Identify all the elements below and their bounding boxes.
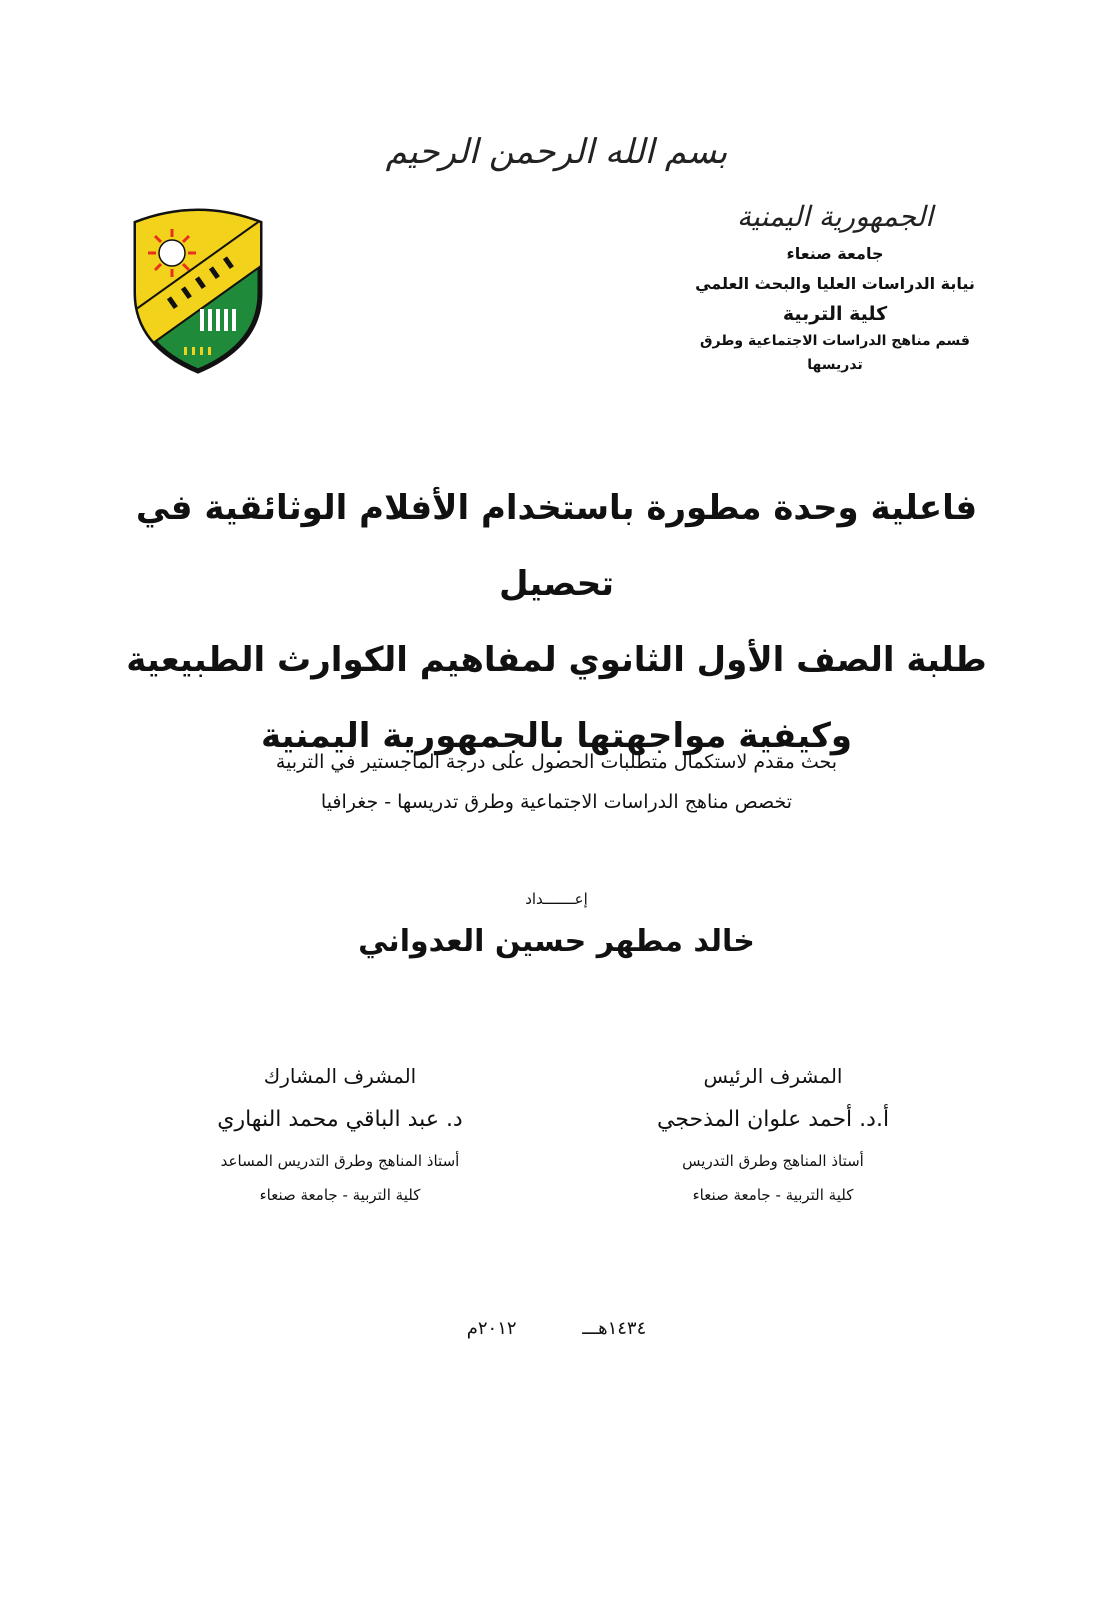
student-name: خالد مطهر حسين العدواني bbox=[358, 924, 755, 959]
degree-line-2: تخصص مناهج الدراسات الاجتماعية وطرق تدريسها - جغرافيا bbox=[320, 791, 793, 813]
college-name: كلية التربية bbox=[782, 303, 888, 325]
dates bbox=[0, 1318, 1113, 1339]
hijri-date: ١٤٣٤هـــ bbox=[582, 1318, 647, 1339]
main-supervisor bbox=[563, 1058, 983, 1212]
gregorian-date: ٢٠١٢م bbox=[466, 1318, 517, 1339]
main-supervisor-position: أستاذ المناهج وطرق التدريس bbox=[682, 1152, 864, 1170]
thesis-title bbox=[100, 470, 1013, 774]
co-supervisor-position: أستاذ المناهج وطرق التدريس المساعد bbox=[220, 1152, 460, 1170]
main-supervisor-role: المشرف الرئيس bbox=[703, 1064, 843, 1088]
title-line-1: فاعلية وحدة مطورة باستخدام الأفلام الوثائقية في تحصيل bbox=[135, 488, 978, 604]
department-name: قسم مناهج الدراسات الاجتماعية وطرق تدريسها bbox=[700, 333, 970, 373]
basmala: بسم الله الرحمن الرحيم bbox=[385, 132, 728, 172]
co-supervisor-role: المشرف المشارك bbox=[263, 1064, 417, 1088]
university-name: جامعة صنعاء bbox=[786, 244, 884, 263]
degree-statement bbox=[100, 742, 1013, 822]
co-supervisor-name: د. عبد الباقي محمد النهاري bbox=[217, 1107, 463, 1132]
republic-heading: الجمهورية اليمنية bbox=[736, 200, 934, 233]
co-supervisor-affiliation: كلية التربية - جامعة صنعاء bbox=[259, 1186, 421, 1204]
title-line-2: طلبة الصف الأول الثانوي لمفاهيم الكوارث الطبيعية bbox=[126, 640, 987, 680]
title-line-3: وكيفية مواجهتها بالجمهورية اليمنية bbox=[260, 716, 853, 756]
co-supervisor bbox=[130, 1058, 550, 1212]
vice-presidency-name: نيابة الدراسات العليا والبحث العلمي bbox=[695, 274, 975, 293]
main-supervisor-name: أ.د. أحمد علوان المذحجي bbox=[656, 1107, 890, 1132]
prepared-by-label: إعـــــــداد bbox=[525, 890, 588, 908]
institution-header bbox=[685, 200, 985, 377]
degree-line-1: بحث مقدم لاستكمال متطلبات الحصول على درجة الماجستير في التربية bbox=[275, 751, 838, 773]
sanaa-university-emblem-icon bbox=[128, 205, 268, 375]
main-supervisor-affiliation: كلية التربية - جامعة صنعاء bbox=[692, 1186, 854, 1204]
